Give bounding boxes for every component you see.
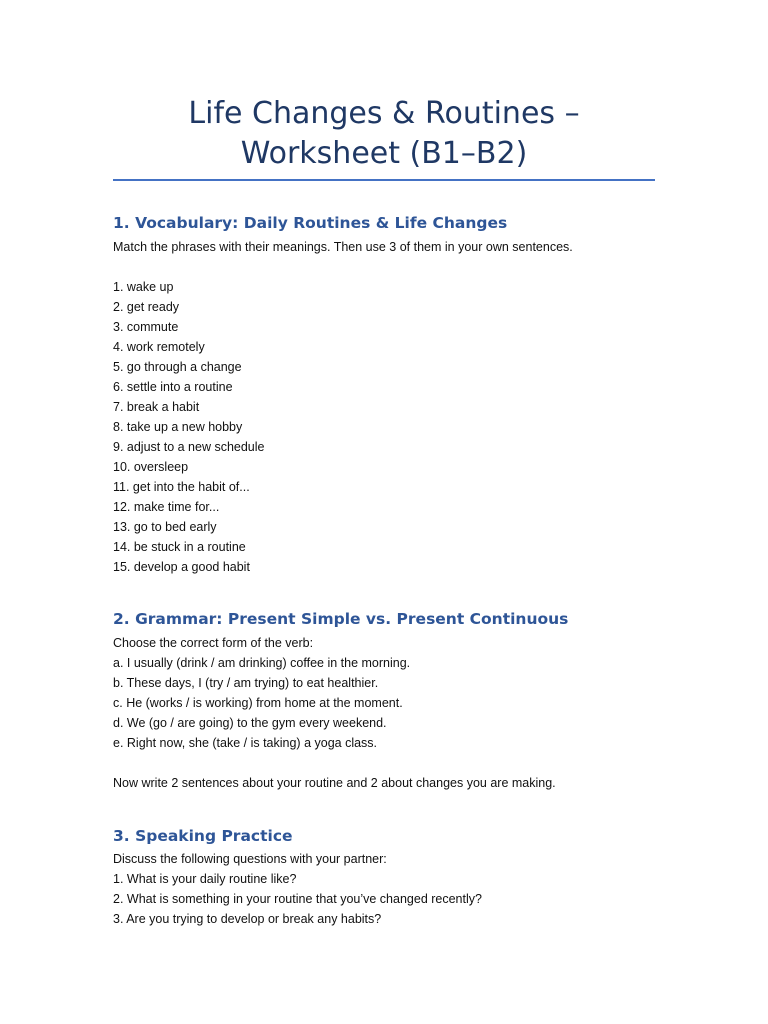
speaking-questions-list [113, 869, 482, 929]
section-3-heading: 3. Speaking Practice [113, 827, 293, 845]
list-item: 8. take up a new hobby [113, 420, 243, 434]
list-item: 6. settle into a routine [113, 380, 233, 394]
list-item: 1. wake up [113, 280, 174, 294]
list-item: 3. Are you trying to develop or break any habits? [113, 912, 382, 926]
list-item: e. Right now, she (take / is taking) a yoga class. [113, 736, 378, 750]
list-item: 5. go through a change [113, 360, 242, 374]
list-item: 2. get ready [113, 300, 180, 314]
list-item: 13. go to bed early [113, 520, 217, 534]
list-item: d. We (go / are going) to the gym every weekend. [113, 716, 387, 730]
list-item: a. I usually (drink / am drinking) coffee in the morning. [113, 656, 411, 670]
section-1-instruction: Match the phrases with their meanings. Then use 3 of them in your own sentences. [113, 240, 573, 254]
list-item: 14. be stuck in a routine [113, 540, 246, 554]
list-item: 3. commute [113, 320, 179, 334]
list-item: c. He (works / is working) from home at the moment. [113, 696, 403, 710]
title-divider [113, 179, 655, 181]
list-item: 1. What is your daily routine like? [113, 872, 297, 886]
list-item: b. These days, I (try / am trying) to eat healthier. [113, 676, 379, 690]
list-item: 10. oversleep [113, 460, 189, 474]
list-item: 12. make time for... [113, 500, 220, 514]
list-item: 15. develop a good habit [113, 560, 250, 574]
grammar-list [113, 653, 410, 753]
vocabulary-list [113, 277, 265, 577]
page-title: Life Changes & Routines – Worksheet (B1–B2) [188, 96, 580, 171]
section-2-instruction: Choose the correct form of the verb: [113, 636, 314, 650]
section-2-followup: Now write 2 sentences about your routine and 2 about changes you are making. [113, 776, 556, 790]
section-3-instruction: Discuss the following questions with your partner: [113, 852, 387, 866]
list-item: 11. get into the habit of... [113, 480, 250, 494]
section-1-heading: 1. Vocabulary: Daily Routines & Life Changes [113, 214, 508, 232]
list-item: 4. work remotely [113, 340, 205, 354]
section-2-heading: 2. Grammar: Present Simple vs. Present Continuous [113, 610, 569, 628]
list-item: 2. What is something in your routine that you’ve changed recently? [113, 892, 482, 906]
list-item: 7. break a habit [113, 400, 200, 414]
list-item: 9. adjust to a new schedule [113, 440, 265, 454]
